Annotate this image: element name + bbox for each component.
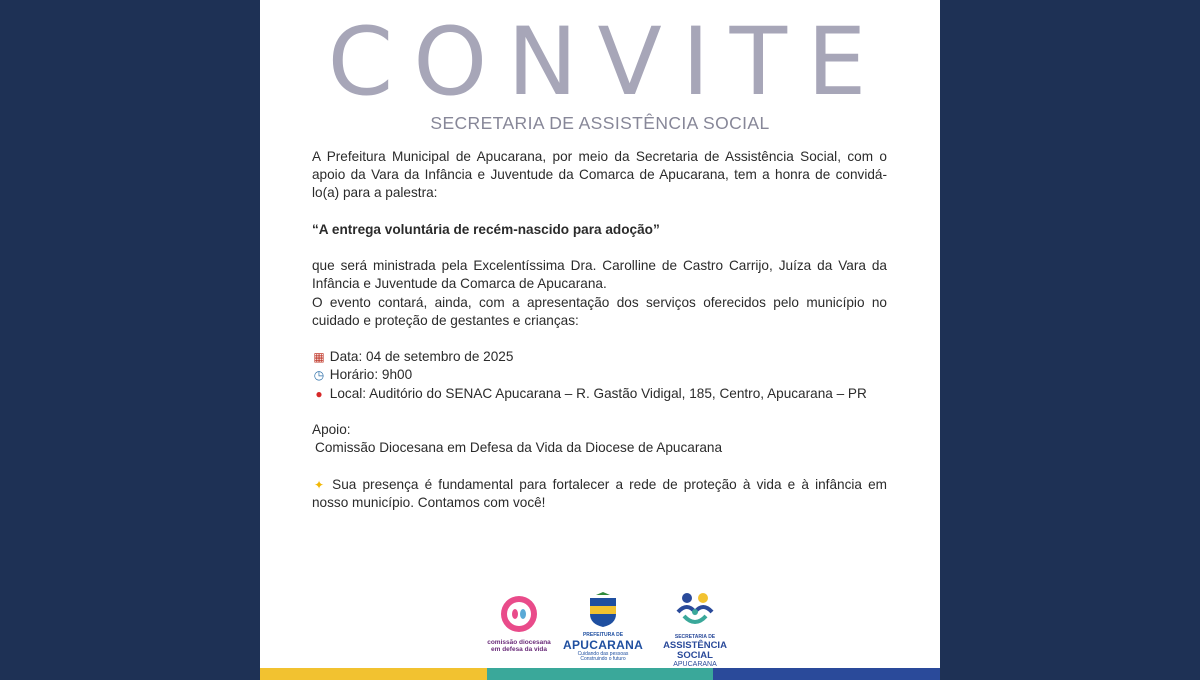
commission-logo-text-1: comissão diocesana [487, 639, 551, 646]
commission-logo-text-2: em defesa da vida [491, 646, 547, 654]
logo-row [260, 590, 940, 669]
sparkles-icon: ✦ [313, 477, 325, 492]
city-logo-name: APUCARANA [563, 637, 644, 652]
invite-title: CONVITE [327, 8, 887, 117]
closing-text: Sua presença é fundamental para fortalecer a rede de proteção à vida e à infância em nosso município. Contamos com você! [312, 476, 887, 510]
closing-line [312, 476, 887, 512]
city-logo [563, 592, 643, 663]
support-text: Comissão Diocesana em Defesa da Vida da Diocese de Apucarana [315, 440, 723, 456]
city-logo-top: PREFEITURA DE [582, 632, 624, 638]
social-logo-name: ASSISTÊNCIA SOCIAL [663, 639, 727, 661]
city-crest-icon [586, 592, 620, 628]
footer-bar-blue [713, 668, 940, 680]
social-assistance-emblem-icon [672, 590, 718, 630]
commission-emblem-icon [499, 594, 539, 634]
date-text: Data: 04 de setembro de 2025 [329, 349, 514, 365]
intro-paragraph: A Prefeitura Municipal de Apucarana, por meio da Secretaria de Assistência Social, com o apoio da Vara da Infância e Juventude da Comarca de Apucarana, tem a honra de convidá-lo(a) para a palestra: [312, 149, 887, 201]
city-logo-slogan-1: Cuidando das pessoas [577, 650, 629, 657]
invite-body [312, 148, 887, 512]
invite-subtitle: SECRETARIA DE ASSISTÊNCIA SOCIAL [430, 113, 770, 133]
clock-icon: ◷ [313, 368, 325, 383]
talk-title: “A entrega voluntária de recém-nascido para adoção” [312, 221, 660, 237]
social-assistance-logo [645, 590, 745, 669]
support-heading: Apoio: [312, 421, 351, 437]
pin-icon: ● [315, 386, 323, 401]
event-note-paragraph: O evento contará, ainda, com a apresentação dos serviços oferecidos pelo município no cuidado e proteção de gestantes e crianças: [312, 294, 887, 328]
social-logo-top: SECRETARIA DE [674, 634, 716, 640]
calendar-icon: ▦ [313, 350, 325, 365]
city-logo-slogan-2: Construindo o futuro [580, 656, 626, 663]
footer-bar-yellow [260, 668, 487, 680]
place-text: Local: Auditório do SENAC Apucarana – R. Gastão Vidigal, 185, Centro, Apucarana – PR [329, 385, 867, 401]
commission-logo [480, 594, 558, 653]
footer-bar-teal [487, 668, 713, 680]
invitation-card [260, 0, 940, 680]
social-logo-city: APUCARANA [673, 661, 717, 669]
time-text: Horário: 9h00 [329, 367, 413, 383]
time-line [312, 366, 887, 384]
place-line [312, 385, 887, 403]
speaker-paragraph: que será ministrada pela Excelentíssima Dra. Carolline de Castro Carrijo, Juíza da Vara da Infância e Juventude da Comarca de Apucarana. [312, 258, 887, 292]
date-line [312, 348, 887, 366]
